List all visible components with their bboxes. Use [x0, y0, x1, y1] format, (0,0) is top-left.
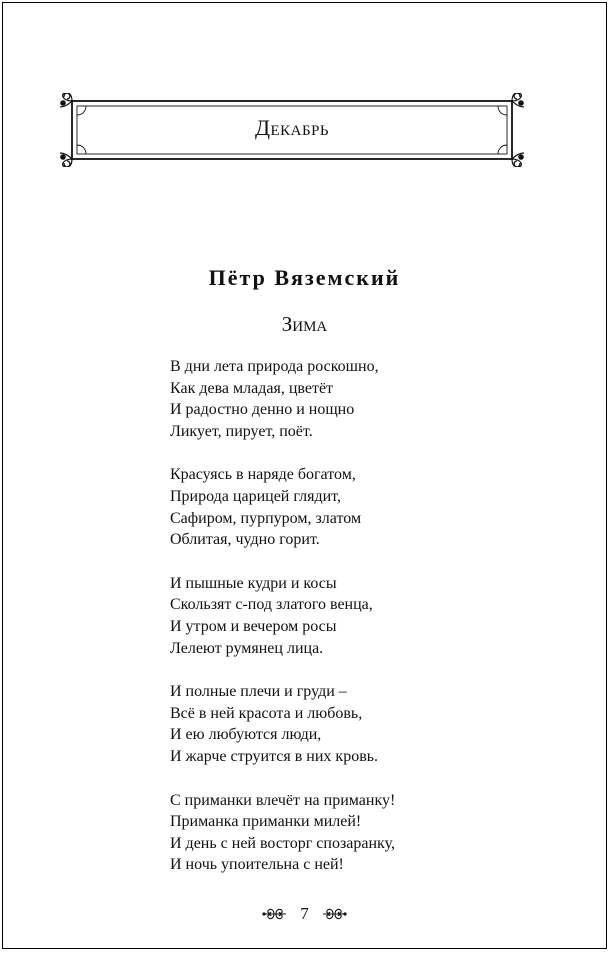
corner-ornament-bottom-right — [512, 153, 524, 167]
stanza — [170, 464, 395, 550]
poem-line: Облитая, чудно горит. — [170, 531, 320, 549]
flourish-right-icon — [321, 906, 347, 922]
poem-line: И утром и вечером росы — [170, 617, 337, 635]
poem-line: Всё в ней красота и любовь, — [170, 704, 363, 722]
poem-line: Сафиром, пурпуром, златом — [170, 509, 362, 527]
poem-line: И радостно денно и нощно — [170, 401, 355, 419]
flourish-left-icon — [262, 906, 288, 922]
stanza — [170, 681, 395, 767]
stanza — [170, 356, 395, 442]
inner-scroll-br — [498, 145, 507, 154]
inner-scroll-bl — [77, 145, 86, 154]
poem-line: И день с ней восторг спозаранку, — [170, 834, 395, 852]
inner-scroll-tr — [498, 106, 507, 115]
poem-line: Скользят с-под златого венца, — [170, 596, 373, 614]
poem-line: И ею любуются люди, — [170, 726, 322, 744]
inner-scroll-tl — [77, 106, 86, 115]
section-title: Декабрь — [254, 115, 330, 140]
stanza — [170, 790, 395, 876]
corner-ornament-bottom-left — [60, 153, 72, 167]
poem-title: Зима — [281, 312, 328, 336]
poem-line: Как дева младая, цветёт — [170, 379, 334, 397]
corner-ornament-top-left — [60, 93, 72, 107]
page-footer — [3, 904, 606, 928]
corner-ornament-top-right — [512, 93, 524, 107]
poem-line: И пышные кудри и косы — [170, 574, 337, 592]
poem-body — [170, 356, 395, 898]
poem-line: И полные плечи и груди – — [170, 683, 347, 701]
book-page — [2, 2, 607, 949]
poem-line: Лелеют румянец лица. — [170, 639, 324, 657]
poem-line: И жарче струится в них кровь. — [170, 747, 379, 765]
poem-line: С приманки влечёт на приманку! — [170, 791, 396, 809]
stanza — [170, 573, 395, 659]
poem-author: Пётр Вяземский — [208, 265, 401, 290]
poem-line: Ликует, пирует, поёт. — [170, 422, 313, 440]
page-number: 7 — [300, 904, 309, 923]
poem-line: Приманка приманки милей! — [170, 813, 362, 831]
poem-line: Природа царицей глядит, — [170, 487, 341, 505]
section-header-frame — [58, 93, 526, 167]
poem-line: И ночь упоительна с ней! — [170, 856, 344, 874]
poem-line: В дни лета природа роскошно, — [170, 358, 379, 375]
poem-line: Красуясь в наряде богатом, — [170, 466, 356, 484]
